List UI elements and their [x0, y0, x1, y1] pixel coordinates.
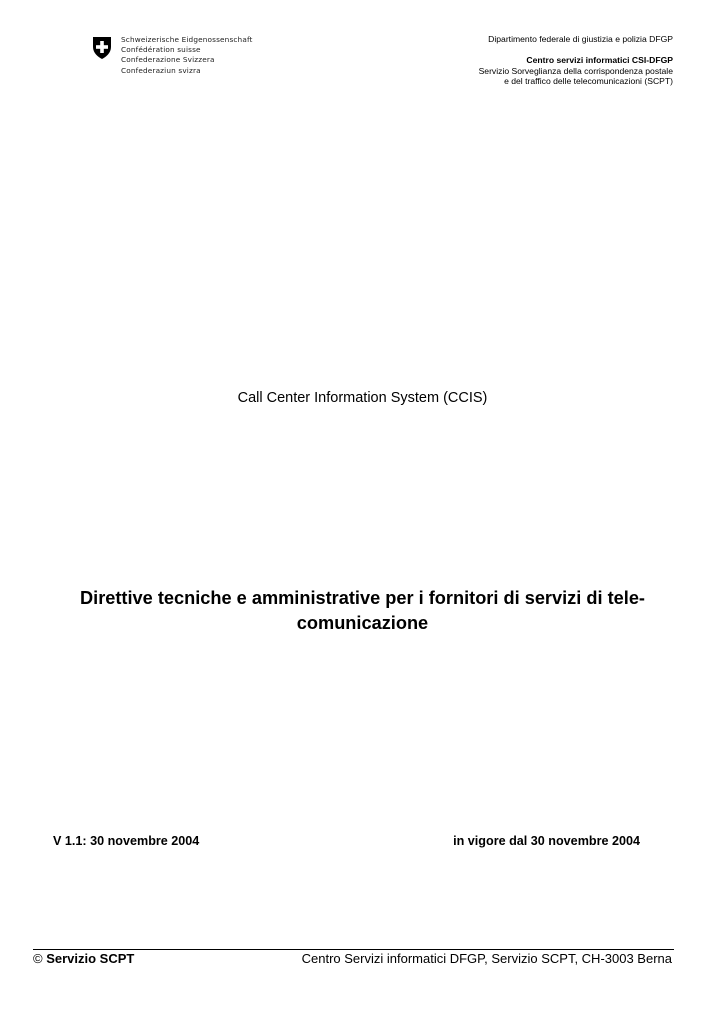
effective-date: in vigore dal 30 novembre 2004	[453, 834, 640, 848]
footer-address: Centro Servizi informatici DFGP, Servizio SCPT, CH-3003 Berna	[301, 951, 672, 966]
swiss-shield-icon	[92, 36, 112, 60]
center-name: Centro servizi informatici CSI-DFGP	[526, 55, 673, 66]
department-name: Dipartimento federale di giustizia e polizia DFGP	[488, 34, 673, 44]
service-name-line1: Servizio Sorveglianza della corrispondenza postale	[478, 65, 673, 76]
document-title-line1: Direttive tecniche e amministrative per i fornitori di servizi di tele-	[80, 588, 645, 608]
version-label: V 1.1: 30 novembre 2004	[53, 834, 200, 848]
confederation-name-fr: Confédération suisse	[121, 45, 201, 55]
confederation-name-de: Schweizerische Eidgenossenschaft	[121, 35, 253, 44]
footer-copyright	[33, 951, 134, 966]
copyright-symbol: ©	[33, 951, 43, 966]
footer-divider	[33, 949, 674, 950]
footer-organization: Servizio SCPT	[46, 951, 135, 966]
confederation-name-it: Confederazione Svizzera	[121, 55, 215, 65]
confederation-name-rm: Confederaziun svizra	[121, 65, 201, 75]
document-title-line2: comunicazione	[296, 613, 429, 633]
document-title	[40, 586, 685, 636]
department-header	[479, 34, 673, 87]
system-title: Call Center Information System (CCIS)	[237, 390, 488, 406]
swiss-confederation-logo	[92, 35, 253, 76]
service-name-line2: e del traffico delle telecomunicazioni (SCPT)	[504, 76, 673, 87]
confederation-names	[121, 35, 253, 76]
